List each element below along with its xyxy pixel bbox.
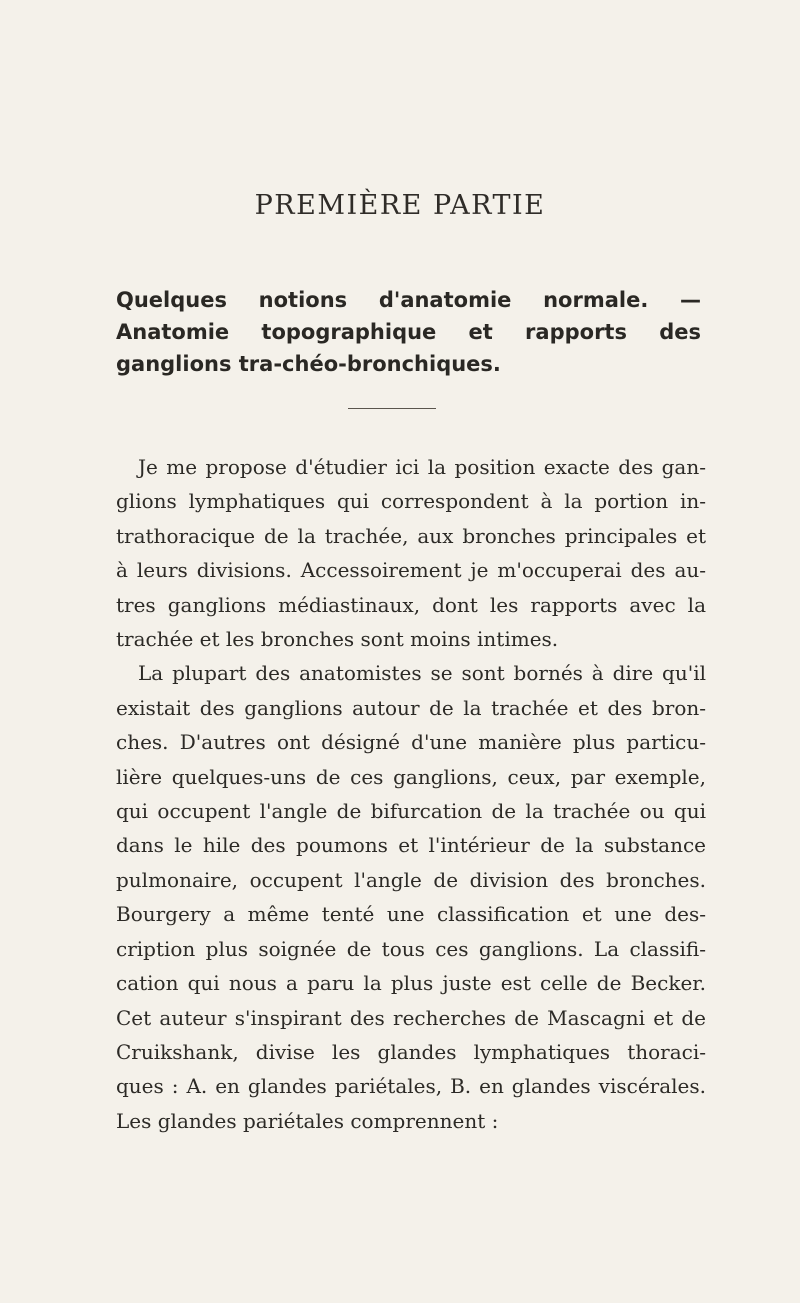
text-line: existait des ganglions autour de la trachée et des bron- <box>116 695 706 720</box>
text-line: La plupart des anatomistes se sont bornés à dire qu'il <box>138 661 706 686</box>
text-line: qui occupent l'angle de bifurcation de la trachée ou qui <box>116 799 706 824</box>
text-line: Cet auteur s'inspirant des recherches de Mascagni et de <box>116 1005 706 1030</box>
text-line: cation qui nous a paru la plus juste est celle de Becker. <box>116 971 706 996</box>
text-line: trathoracique de la trachée, aux bronches principales et <box>116 523 706 548</box>
chapter-heading: Quelques notions d'anatomie normale. — Anatomie topographique et rapports des ganglions tra-chéo-bronchiques. <box>116 288 701 376</box>
text-line: dans le hile des poumons et l'intérieur de la substance <box>116 833 706 858</box>
body-text <box>116 450 706 1138</box>
text-line: trachée et les bronches sont moins intimes. <box>116 627 559 652</box>
paragraph-2 <box>116 656 706 1138</box>
text-line: cription plus soignée de tous ces ganglions. La classifi- <box>116 936 706 961</box>
text-line: ques : A. en glandes pariétales, B. en glandes viscérales. <box>116 1074 706 1099</box>
paragraph-1 <box>116 450 706 656</box>
text-line: ches. D'autres ont désigné d'une manière plus particu- <box>116 730 706 755</box>
text-line: tres ganglions médiastinaux, dont les rapports avec la <box>116 592 706 617</box>
text-line: Les glandes pariétales comprennent : <box>116 1108 499 1133</box>
text-line: à leurs divisions. Accessoirement je m'occuperai des au- <box>116 558 706 583</box>
text-line: Je me propose d'étudier ici la position exacte des gan- <box>138 455 706 479</box>
text-line: Bourgery a même tenté une classification et une des- <box>116 902 706 927</box>
part-title: PREMIÈRE PARTIE <box>254 190 546 221</box>
text-line: Cruikshank, divise les glandes lymphatiques thoraci- <box>116 1039 706 1064</box>
section-divider <box>348 408 436 409</box>
text-line: lière quelques-uns de ces ganglions, ceux, par exemple, <box>116 764 706 789</box>
text-line: glions lymphatiques qui correspondent à la portion in- <box>116 489 706 514</box>
text-line: pulmonaire, occupent l'angle de division des bronches. <box>116 867 706 892</box>
